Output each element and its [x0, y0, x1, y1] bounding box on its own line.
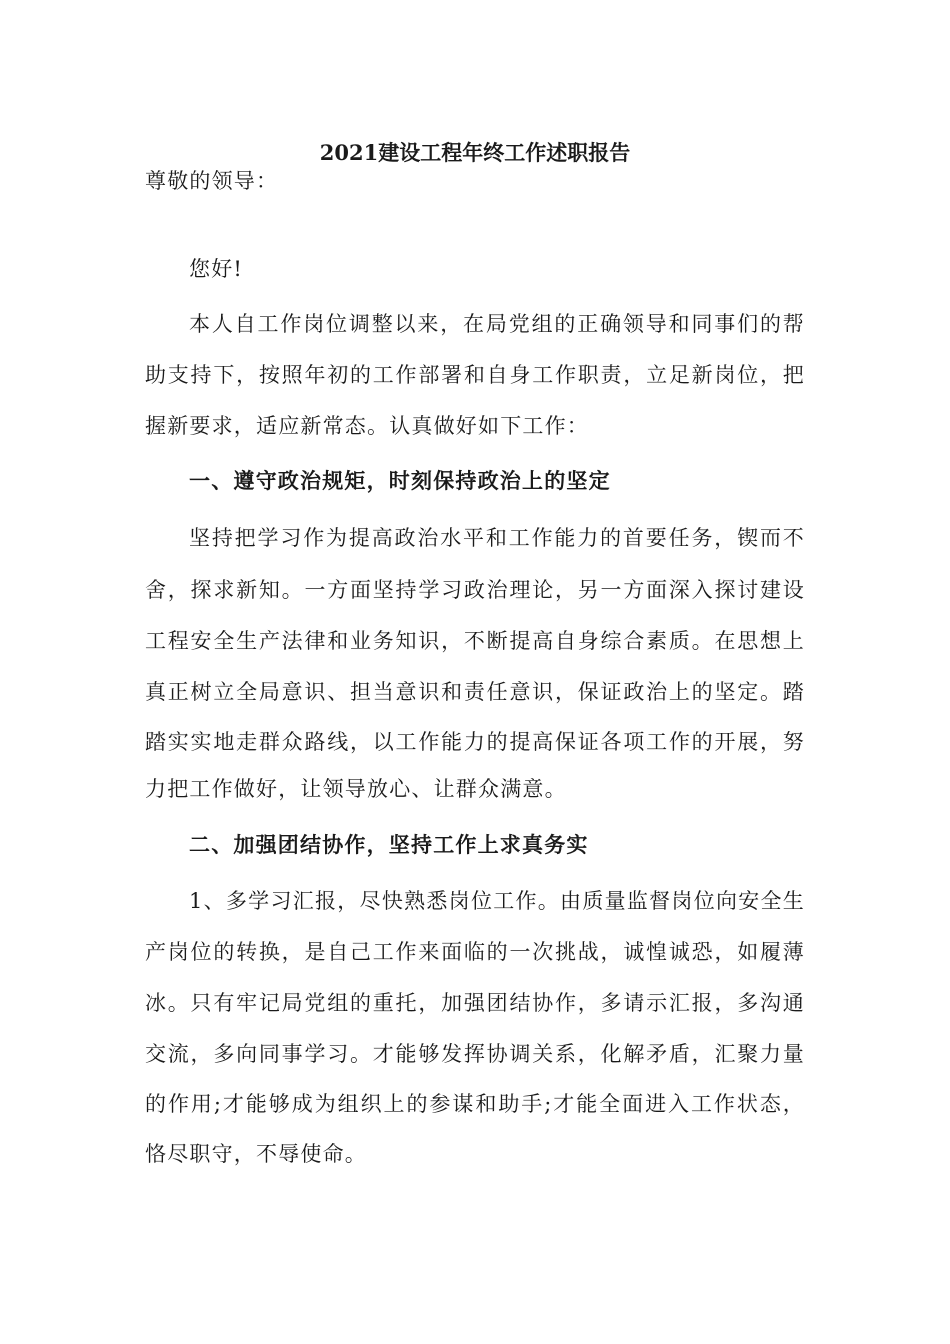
section1-line: 力把工作做好，让领导放心、让群众满意。: [145, 777, 567, 801]
section1-line: 坚持把学习作为提高政治水平和工作能力的首要任务，锲而不: [189, 526, 805, 550]
section2-line: 1、多学习汇报，尽快熟悉岗位工作。由质量监督岗位向安全生: [189, 889, 805, 913]
section1-line: 真正树立全局意识、担当意识和责任意识，保证政治上的坚定。踏: [145, 680, 805, 704]
intro-line: 握新要求，适应新常态。认真做好如下工作：: [145, 414, 589, 438]
section2-line: 产岗位的转换，是自己工作来面临的一次挑战，诚惶诚恐，如履薄: [145, 940, 805, 964]
section2-line: 的作用;才能够成为组织上的参谋和助手;才能全面进入工作状态，: [145, 1092, 805, 1116]
section-heading-1: 一、遵守政治规矩，时刻保持政治上的坚定: [189, 468, 611, 493]
section1-line: 踏实实地走群众路线，以工作能力的提高保证各项工作的开展，努: [145, 730, 805, 754]
section1-line: 工程安全生产法律和业务知识，不断提高自身综合素质。在思想上: [145, 629, 805, 653]
section2-line: 交流，多向同事学习。才能够发挥协调关系，化解矛盾，汇聚力量: [145, 1042, 805, 1066]
section-heading-2: 二、加强团结协作，坚持工作上求真务实: [189, 832, 589, 857]
document-title: 2021建设工程年终工作述职报告: [319, 140, 631, 165]
section2-line: 恪尽职守，不辱使命。: [145, 1142, 367, 1166]
intro-line: 本人自工作岗位调整以来，在局党组的正确领导和同事们的帮: [189, 312, 805, 336]
greeting: 您好!: [189, 257, 244, 281]
intro-line: 助支持下，按照年初的工作部署和自身工作职责，立足新岗位，把: [145, 363, 805, 387]
salutation: 尊敬的领导：: [145, 169, 279, 193]
section2-line: 冰。只有牢记局党组的重托，加强团结协作，多请示汇报，多沟通: [145, 991, 805, 1015]
section1-line: 舍，探求新知。一方面坚持学习政治理论，另一方面深入探讨建设: [145, 578, 805, 602]
